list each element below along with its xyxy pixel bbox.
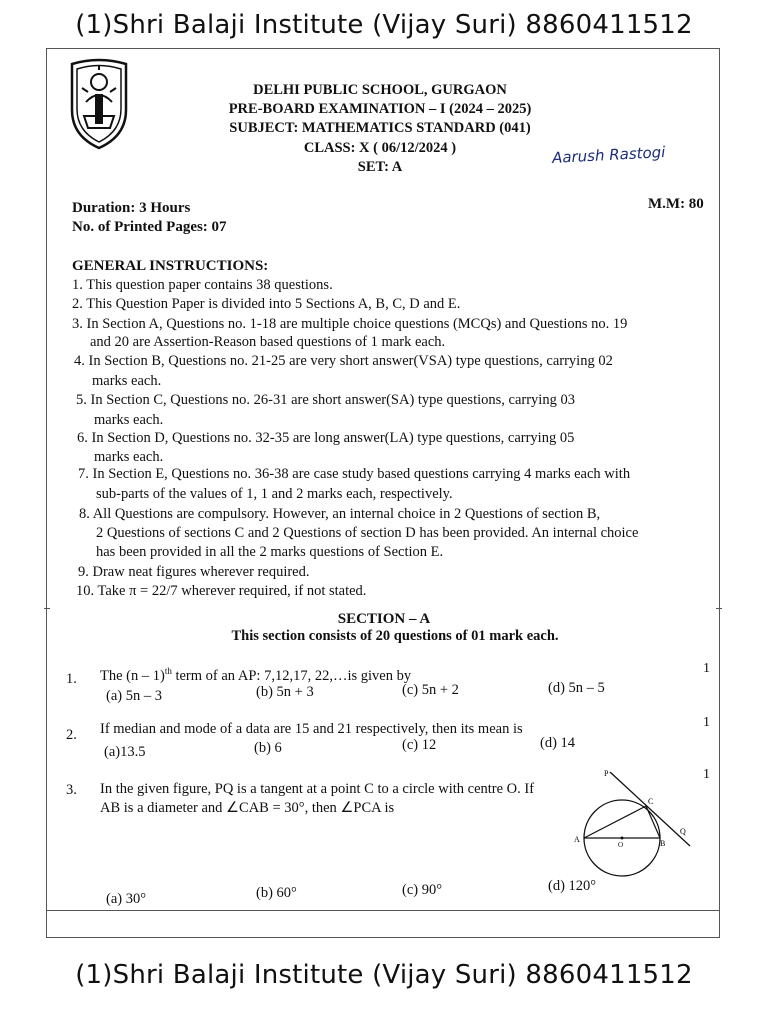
instruction-line: and 20 are Assertion-Reason based questions of 1 mark each. (90, 334, 446, 350)
question-text-part: term of an AP: 7,12,17, 22,…is given by (171, 667, 412, 684)
student-signature: Aarush Rastogi (551, 143, 666, 167)
set-title: SET: A (357, 159, 403, 175)
question-number: 3. (66, 782, 77, 798)
chord-cb (646, 806, 660, 838)
option-c: (c) 90° (402, 882, 443, 898)
printed-pages: No. of Printed Pages: 07 (72, 219, 227, 235)
section-title: SECTION – A (337, 611, 431, 627)
instruction-line: sub-parts of the values of 1, 1 and 2 marks each, respectively. (96, 486, 453, 502)
tangent-pq (610, 772, 690, 846)
school-crest-icon (64, 58, 134, 150)
question-text-part: The (n – 1) (100, 667, 165, 684)
instruction-line: 2 Questions of sections C and 2 Questions of section D has been provided. An internal choice (96, 525, 639, 541)
option-d: (d) 120° (548, 878, 597, 894)
instruction-line: 2. This Question Paper is divided into 5 Sections A, B, C, D and E. (72, 296, 461, 312)
instruction-line: 5. In Section C, Questions no. 26-31 are short answer(SA) type questions, carrying 03 (76, 392, 575, 408)
option-d: (d) 14 (540, 735, 576, 751)
tangent-circle-figure (570, 766, 700, 886)
instruction-line: 9. Draw neat figures wherever required. (78, 564, 310, 580)
label-c: C (648, 797, 654, 806)
instruction-line: 8. All Questions are compulsory. However, an internal choice in 2 Questions of section B, (79, 506, 601, 522)
instruction-line: 10. Take π = 22/7 wherever required, if not stated. (76, 583, 367, 599)
option-c: (c) 5n + 2 (402, 682, 459, 698)
bottom-divider (46, 910, 720, 911)
option-c: (c) 12 (402, 737, 437, 753)
question-text: If median and mode of a data are 15 and 21 respectively, then its mean is (100, 721, 523, 737)
option-a: (a) 30° (106, 891, 147, 907)
option-b: (b) 6 (254, 740, 282, 756)
class-title: CLASS: X ( 06/12/2024 ) (303, 140, 457, 156)
option-b: (b) 60° (256, 885, 297, 901)
label-a: A (574, 835, 580, 844)
question-text (100, 666, 411, 685)
label-p: P (604, 769, 609, 778)
bottom-banner: (1)Shri Balaji Institute (Vijay Suri) 8860411512 (75, 960, 693, 990)
instruction-line: 3. In Section A, Questions no. 1-18 are multiple choice questions (MCQs) and Questions no. 19 (72, 316, 628, 332)
question-text-line1: In the given figure, PQ is a tangent at a point C to a circle with centre O. If (100, 781, 535, 797)
left-tick (44, 608, 50, 609)
superscript: th (164, 666, 172, 676)
question-marks: 1 (703, 715, 710, 730)
instructions-heading: GENERAL INSTRUCTIONS: (72, 258, 269, 274)
instruction-line: has been provided in all the 2 marks questions of Section E. (96, 544, 444, 560)
instruction-line: 6. In Section D, Questions no. 32-35 are long answer(LA) type questions, carrying 05 (77, 430, 575, 446)
exam-title: PRE-BOARD EXAMINATION – I (2024 – 2025) (228, 101, 532, 117)
option-d: (d) 5n – 5 (548, 680, 605, 696)
option-a: (a) 5n – 3 (106, 688, 162, 704)
question-text-line2: AB is a diameter and ∠CAB = 30°, then ∠PCA is (100, 800, 395, 816)
centre-point (621, 837, 624, 840)
option-a: (a)13.5 (104, 744, 146, 760)
label-b: B (660, 839, 666, 848)
instruction-line: marks each. (92, 373, 162, 389)
option-b: (b) 5n + 3 (256, 684, 314, 700)
school-name: DELHI PUBLIC SCHOOL, GURGAON (253, 82, 507, 98)
section-subtitle: This section consists of 20 questions of 01 mark each. (231, 628, 559, 644)
duration: Duration: 3 Hours (72, 200, 191, 216)
top-banner: (1)Shri Balaji Institute (Vijay Suri) 8860411512 (75, 10, 693, 40)
label-o: O (618, 841, 624, 849)
instruction-line: marks each. (94, 412, 164, 428)
question-marks: 1 (703, 767, 710, 782)
subject-title: SUBJECT: MATHEMATICS STANDARD (041) (229, 120, 531, 136)
question-number: 2. (66, 727, 77, 743)
right-tick (716, 608, 722, 609)
instruction-line: marks each. (94, 449, 164, 465)
instruction-line: 1. This question paper contains 38 questions. (72, 277, 333, 293)
question-number: 1. (66, 671, 77, 687)
max-marks: M.M: 80 (648, 196, 704, 212)
chord-ac (584, 806, 646, 838)
question-marks: 1 (703, 661, 710, 676)
label-q: Q (680, 827, 686, 836)
instruction-line: 7. In Section E, Questions no. 36-38 are case study based questions carrying 4 marks each with (78, 466, 631, 482)
instruction-line: 4. In Section B, Questions no. 21-25 are very short answer(VSA) type questions, carrying 02 (74, 353, 613, 369)
